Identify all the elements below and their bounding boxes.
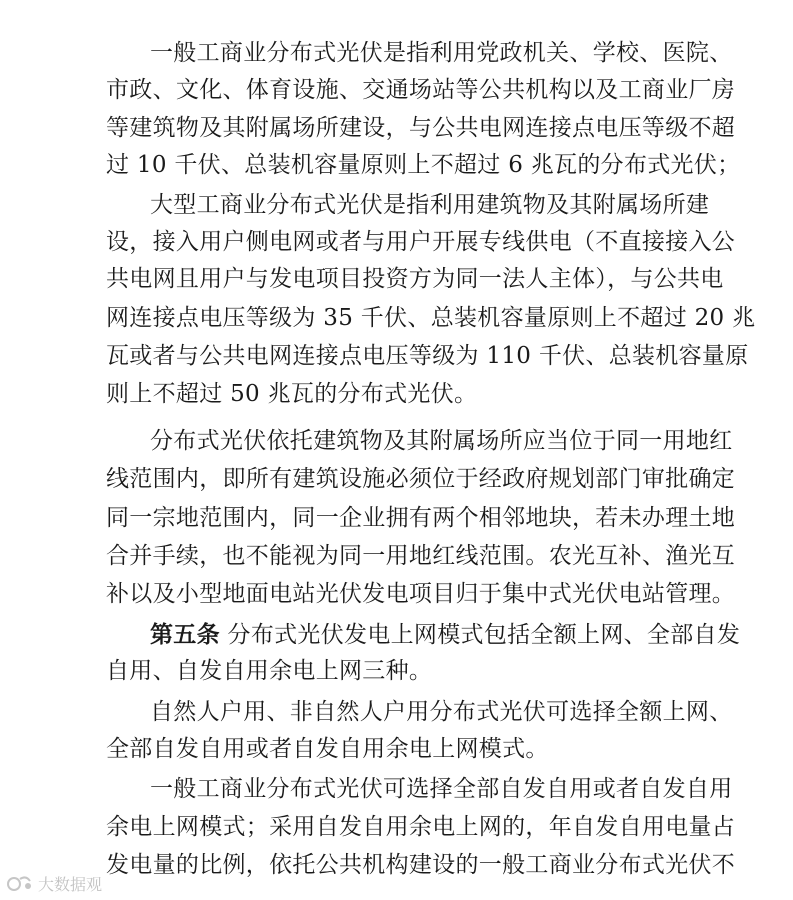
text-line: 分布式光伏依托建筑物及其附属场所应当位于同一用地红 [150, 428, 733, 454]
text-line: 自然人户用、非自然人户用分布式光伏可选择全额上网、 [150, 699, 733, 725]
text-line: 同一宗地范围内，同一企业拥有两个相邻地块，若未办理土地 [106, 505, 736, 531]
watermark-text: 大数据观 [38, 874, 103, 894]
text-line: 大型工商业分布式光伏是指利用建筑物及其附属场所建 [150, 192, 710, 218]
text-line: 全部自发自用或者自发自用余电上网模式。 [106, 736, 549, 762]
text-line: 过 10 千伏、总装机容量原则上不超过 6 兆瓦的分布式光伏； [106, 152, 741, 178]
text-line: 一般工商业分布式光伏可选择全部自发自用或者自发自用 [150, 776, 733, 802]
text-line: 市政、文化、体育设施、交通场站等公共机构以及工商业厂房 [106, 77, 736, 103]
watermark [6, 872, 102, 894]
text-line: 分布式光伏发电上网模式包括全额上网、全部自发 [227, 622, 741, 648]
text-line: 发电量的比例，依托公共机构建设的一般工商业分布式光伏不 [106, 852, 736, 878]
text-line: 线范围内，即所有建筑设施必须位于经政府规划部门审批确定 [106, 466, 736, 492]
text-line: 设，接入用户侧电网或者与用户开展专线供电（不直接接入公 [106, 229, 736, 255]
watermark-logo-icon [6, 873, 34, 893]
text-line: 共电网且用户与发电项目投资方为同一法人主体），与公共电 [106, 266, 724, 292]
text-line: 等建筑物及其附属场所建设，与公共电网连接点电压等级不超 [106, 115, 736, 141]
article-label: 第五条 [150, 621, 220, 648]
text-line: 一般工商业分布式光伏是指利用党政机关、学校、医院、 [150, 40, 733, 66]
text-line: 合并手续，也不能视为同一用地红线范围。农光互补、渔光互 [106, 543, 736, 569]
text-line: 余电上网模式；采用自发自用余电上网的，年自发自用电量占 [106, 814, 736, 840]
article-five-line [150, 620, 741, 650]
text-line: 自用、自发自用余电上网三种。 [106, 658, 433, 684]
text-line: 则上不超过 50 兆瓦的分布式光伏。 [106, 381, 478, 407]
text-line: 网连接点电压等级为 35 千伏、总装机容量原则上不超过 20 兆 [106, 305, 756, 331]
text-line: 补以及小型地面电站光伏发电项目归于集中式光伏电站管理。 [106, 581, 736, 607]
text-line: 瓦或者与公共电网连接点电压等级为 110 千伏、总装机容量原 [106, 343, 749, 369]
